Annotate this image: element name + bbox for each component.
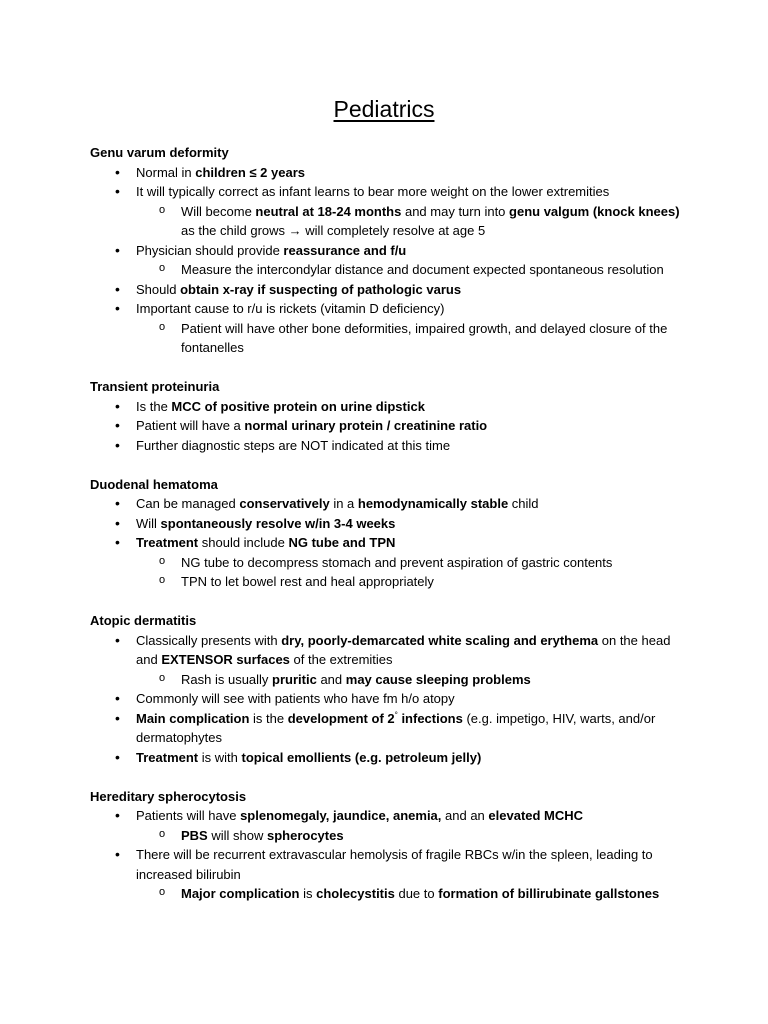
bullet-item xyxy=(90,182,680,202)
bullet-item xyxy=(90,806,680,826)
section xyxy=(90,377,680,455)
text-run: normal urinary protein / creatinine ratio xyxy=(244,418,488,433)
section-heading: Hereditary spherocytosis xyxy=(90,788,247,804)
bullet-item xyxy=(90,748,680,768)
page-title: Pediatrics xyxy=(333,96,435,122)
section-heading: Transient proteinuria xyxy=(90,379,220,394)
section xyxy=(90,787,680,904)
text-run: Is the xyxy=(136,398,172,414)
bullet-list xyxy=(90,397,680,456)
text-run: NG tube to decompress stomach and prevent aspiration of gastric contents xyxy=(181,554,613,570)
text-run: Important cause to r/u is rickets (vitamin D deficiency) xyxy=(136,301,445,316)
sub-bullet-item xyxy=(90,572,680,592)
bullet-item xyxy=(90,163,680,183)
bullet-item xyxy=(90,436,680,456)
text-run: development of 2 xyxy=(287,710,395,726)
bullet-list xyxy=(90,806,680,904)
text-run: hemodynamically stable xyxy=(357,496,509,511)
text-run: elevated MCHC xyxy=(488,808,584,823)
text-run: as the child grows → will completely resolve at age 5 xyxy=(181,223,486,238)
text-run: Will xyxy=(136,515,161,531)
bullet-list xyxy=(90,163,680,358)
text-run: infections xyxy=(397,710,463,726)
bullet-item xyxy=(90,494,680,514)
text-run: NG tube and TPN xyxy=(288,535,396,550)
text-run: should include xyxy=(198,535,289,550)
text-run: child xyxy=(508,496,539,511)
text-run: formation of billirubinate gallstones xyxy=(438,886,660,901)
text-run: Measure the intercondylar distance and document expected spontaneous resolution xyxy=(181,262,664,277)
text-run: pruritic xyxy=(272,671,317,687)
sub-bullet-item xyxy=(90,670,680,690)
text-run: will show xyxy=(207,827,267,843)
sub-bullet-item xyxy=(90,553,680,573)
text-run: Will become xyxy=(181,203,256,219)
text-run: and may turn into xyxy=(401,203,510,219)
text-run: Patient will have other bone deformities, impaired growth, and delayed closure of the fontanelles xyxy=(181,320,668,355)
text-run: Normal in xyxy=(136,164,196,180)
bullet-item xyxy=(90,631,680,670)
text-run: may cause sleeping problems xyxy=(345,671,531,687)
text-run: reassurance and f/u xyxy=(283,242,407,258)
section-heading: Genu varum deformity xyxy=(90,145,229,160)
bullet-item xyxy=(90,241,680,261)
text-run: Commonly will see with patients who have fm h/o atopy xyxy=(136,691,455,706)
text-run: Major complication xyxy=(181,886,300,901)
text-run: in a xyxy=(329,496,358,511)
text-run: splenomegaly, jaundice, anemia, xyxy=(240,808,442,823)
text-run: EXTENSOR surfaces xyxy=(161,652,290,667)
bullet-list xyxy=(90,494,680,592)
bullet-item xyxy=(90,533,680,553)
text-run: Further diagnostic steps are NOT indicated at this time xyxy=(136,437,451,453)
text-run: PBS xyxy=(181,827,208,843)
bullet-item xyxy=(90,689,680,709)
section xyxy=(90,611,680,767)
section xyxy=(90,475,680,592)
text-run: genu valgum (knock knees) xyxy=(509,203,680,219)
sub-bullet-item xyxy=(90,826,680,846)
text-run: Patient will have a xyxy=(136,418,245,433)
text-run: children ≤ 2 years xyxy=(195,164,305,180)
text-run: MCC of positive protein on urine dipstick xyxy=(171,398,425,414)
sub-bullet-item xyxy=(90,202,680,241)
text-run: Treatment xyxy=(136,535,199,550)
text-run: Patients will have xyxy=(136,808,241,823)
notes-content xyxy=(90,143,680,923)
bullet-list xyxy=(90,631,680,768)
text-run: TPN to let bowel rest and heal appropriately xyxy=(181,574,434,589)
text-run: and xyxy=(316,671,346,687)
text-run: (e.g. impetigo, HIV, warts, and/or dermatophytes xyxy=(136,710,656,745)
bullet-item xyxy=(90,280,680,300)
text-run: neutral at 18-24 months xyxy=(255,203,402,219)
text-run: and an xyxy=(441,808,489,823)
text-run: obtain x-ray if suspecting of pathologic varus xyxy=(180,281,462,297)
bullet-item xyxy=(90,299,680,319)
text-run: cholecystitis xyxy=(316,886,395,901)
text-run: Should xyxy=(136,281,181,297)
text-run: Can be managed xyxy=(136,496,240,511)
text-run: dry, poorly-demarcated white scaling and erythema xyxy=(281,632,599,648)
sub-bullet-item xyxy=(90,319,680,358)
bullet-item xyxy=(90,709,680,748)
sub-bullet-item xyxy=(90,884,680,904)
text-run: on the head and xyxy=(136,632,671,667)
text-run: Rash is usually xyxy=(181,671,273,687)
text-run: conservatively xyxy=(239,496,330,511)
sub-bullet-item xyxy=(90,260,680,280)
text-run: due to xyxy=(394,886,439,901)
text-run: It will typically correct as infant learns to bear more weight on the lower extremities xyxy=(136,184,610,199)
section xyxy=(90,143,680,358)
text-run: is xyxy=(299,886,317,901)
bullet-item xyxy=(90,416,680,436)
text-run: Classically presents with xyxy=(136,632,282,648)
section-heading: Atopic dermatitis xyxy=(90,613,197,628)
bullet-item xyxy=(90,514,680,534)
text-run: is the xyxy=(249,710,288,726)
text-run: is with xyxy=(198,749,242,765)
text-run: Treatment xyxy=(136,749,199,765)
text-run: Physician should provide xyxy=(136,242,284,258)
text-run: Main complication xyxy=(136,710,250,726)
text-run: ° xyxy=(394,710,398,720)
text-run: of the extremities xyxy=(289,652,393,667)
section-heading: Duodenal hematoma xyxy=(90,476,218,492)
text-run: spontaneously resolve w/in 3-4 weeks xyxy=(160,515,396,531)
bullet-item xyxy=(90,397,680,417)
text-run: spherocytes xyxy=(266,827,344,843)
text-run: topical emollients (e.g. petroleum jelly) xyxy=(241,749,482,765)
bullet-item xyxy=(90,845,680,884)
text-run: There will be recurrent extravascular hemolysis of fragile RBCs w/in the spleen, leading to increased bilirubin xyxy=(136,847,653,882)
